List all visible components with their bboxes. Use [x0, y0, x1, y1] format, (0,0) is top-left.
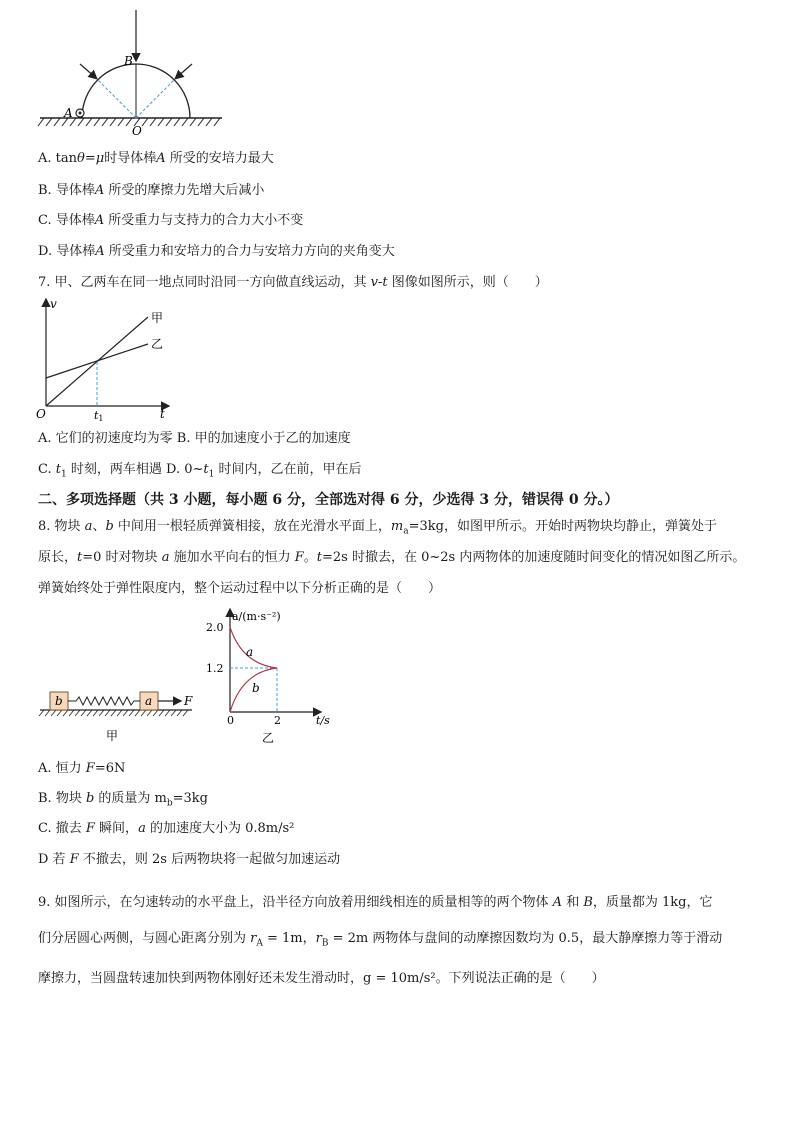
q8-option-c: C. 撤去 F 瞬间，a 的加速度大小为 0.8m/s²	[38, 821, 295, 836]
label-a: A	[64, 106, 73, 120]
figure-yi-caption: 乙	[262, 731, 275, 745]
force-label: F	[184, 694, 193, 708]
origin-label: O	[36, 407, 46, 421]
semicircle-magnetic-field-figure	[36, 8, 226, 138]
q8-figure-yi	[196, 604, 346, 746]
curve-a	[230, 627, 277, 668]
q6-option-a: A. tanθ=μ时导体棒A 所受的安培力最大	[38, 151, 274, 166]
curve-b-label: b	[252, 681, 260, 695]
q7-vt-graph	[30, 294, 180, 424]
q8-figure-jia	[36, 682, 206, 744]
q8-stem-line1: 8. 物块 a、b 中间用一根轻质弹簧相接，放在光滑水平面上，$m_a=3kg$，如图甲所示。开始时两物块均静止，弹簧处于	[38, 519, 717, 537]
t1-label: t1	[94, 409, 104, 423]
q6-option-c: C. 导体棒A 所受重力与支持力的合力大小不变	[38, 213, 304, 228]
q8-stem-line2: 原长，t=0 时对物块 a 施加水平向右的恒力 F。t=2s 时撤去，在 0~2s 内两物体的加速度随时间变化的情况如图乙所示。	[38, 550, 746, 565]
tick-0: 0	[227, 714, 234, 727]
q8-stem-line3: 弹簧始终处于弹性限度内，整个运动过程中以下分析正确的是（ ）	[38, 581, 442, 596]
label-o: O	[132, 124, 142, 138]
q7-options-ab: A. 它们的初速度均为零 B. 甲的加速度小于乙的加速度	[38, 431, 351, 446]
t-axis-label: t	[160, 407, 165, 421]
tick-1-2: 1.2	[206, 662, 224, 675]
section-2-heading: 二、多项选择题（共 3 小题，每小题 6 分，全部选对得 6 分，少选得 3 分，错误得 0 分。）	[38, 492, 619, 508]
t-axis-label: t/s	[316, 714, 330, 727]
q9-stem-line3: 摩擦力，当圆盘转速加快到两物体刚好还未发生滑动时，g = 10m/s²。下列说法正确的是（ ）	[38, 971, 605, 986]
spring	[68, 697, 140, 705]
figure-jia-caption: 甲	[106, 729, 119, 743]
q9-stem-line2: 们分居圆心两侧，与圆心距离分别为 $r_A = 1m$，$r_B = 2m$ 两物体与盘间的动摩擦因数均为 0.5，最大静摩擦力等于滑动	[38, 931, 723, 949]
q7-stem: 7. 甲、乙两车在同一地点同时沿同一方向做直线运动，其 v-t 图像如图所示，则（ ）	[38, 275, 548, 290]
block-b-label: b	[55, 694, 63, 708]
q6-option-b: B. 导体棒A 所受的摩擦力先增大后减小	[38, 183, 265, 198]
label-yi: 乙	[151, 337, 164, 351]
v-axis-label: v	[50, 297, 57, 311]
q6-option-d: D. 导体棒A 所受重力和安培力的合力与安培力方向的夹角变大	[38, 244, 395, 259]
q8-option-d: D 若 F 不撤去，则 2s 后两物块将一起做匀加速运动	[38, 852, 341, 867]
q8-option-a: A. 恒力 F=6N	[38, 761, 126, 776]
q9-stem-line1: 9. 如图所示，在匀速转动的水平盘上，沿半径方向放着用细线相连的质量相等的两个物体 A 和 B，质量都为 1kg，它	[38, 895, 713, 910]
q8-option-b: B. 物块 b 的质量为 $m_b=3kg$	[38, 791, 209, 809]
a-axis-label: a/(m·s⁻²)	[232, 610, 281, 623]
tick-2-0: 2.0	[206, 621, 224, 634]
block-a-label: a	[145, 694, 153, 708]
label-jia: 甲	[151, 311, 164, 325]
q7-options-cd: C. $t_1$ 时刻，两车相遇 D. $0\sim t_1$ 时间内，乙在前，甲在后	[38, 462, 362, 480]
tick-2: 2	[274, 714, 281, 727]
curve-a-label: a	[246, 645, 254, 659]
label-b: B	[124, 54, 133, 68]
